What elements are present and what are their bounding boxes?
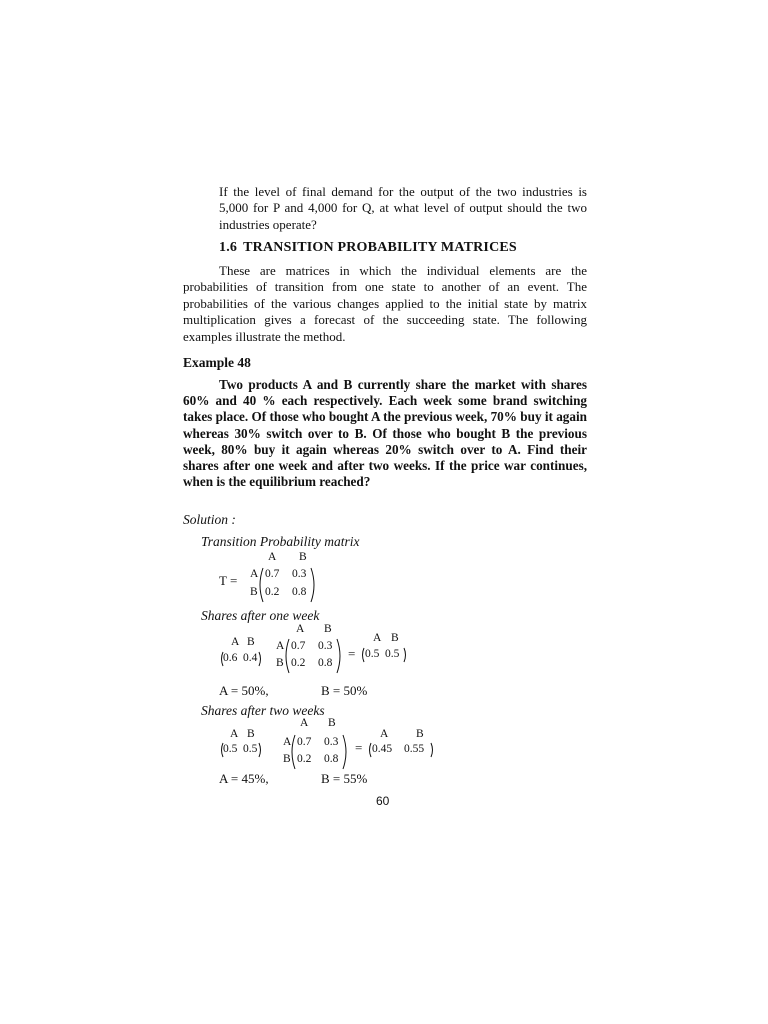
one-week-m21: 0.2 (291, 657, 306, 669)
two-weeks-m11: 0.7 (297, 736, 312, 748)
two-weeks-row-b: B (283, 753, 291, 765)
two-weeks-m21: 0.2 (297, 753, 312, 765)
matrix-col-a: A (268, 551, 277, 563)
one-week-vec-col-a: A (231, 636, 240, 648)
section-title: TRANSITION PROBABILITY MATRICES (243, 240, 517, 255)
matrix-row-a: A (250, 568, 259, 580)
two-weeks-m22: 0.8 (324, 753, 339, 765)
one-week-col-a: A (296, 623, 305, 635)
one-week-row-b: B (276, 657, 284, 669)
one-week-equals: = (348, 646, 356, 661)
matrix-m22: 0.8 (292, 586, 307, 598)
two-weeks-row-a: A (283, 736, 292, 748)
two-weeks-m12: 0.3 (324, 736, 339, 748)
one-week-m22: 0.8 (318, 657, 333, 669)
two-weeks-caption: Shares after two weeks (201, 703, 325, 718)
two-weeks-vec-col-a: A (230, 728, 239, 740)
one-week-vec-out-a: 0.5 (365, 648, 380, 660)
one-week-col-b: B (324, 623, 332, 635)
section-number: 1.6 (219, 240, 238, 255)
one-week-result-a: A = 50%, (219, 683, 269, 698)
matrix-lhs: T = (219, 573, 238, 588)
page-number: 60 (376, 794, 390, 808)
two-weeks-out-col-b: B (416, 728, 424, 740)
one-week-caption: Shares after one week (201, 608, 320, 623)
solution-label: Solution : (183, 512, 236, 527)
two-weeks-out-col-a: A (380, 728, 389, 740)
two-weeks-vec-in-b: 0.5 (243, 743, 258, 755)
two-weeks-result-b: B = 55% (321, 771, 368, 786)
two-weeks-vec-out-a: 0.45 (372, 743, 393, 755)
example-text: Two products A and B currently share the market with shares 60% and 40 % each respectively. Each week some brand switching takes place. Of those who bought A the previous week, 70% buy it again whereas 30% switch over to B. Of those who bought B the previous week, 80% buy it again whereas 20% switch over to A. Find their shares after one week and after two weeks. If the price war continues, when is the equilibrium reached? (183, 377, 587, 490)
example-title: Example 48 (183, 355, 251, 370)
two-weeks-equals: = (355, 740, 363, 755)
matrix-caption: Transition Probability matrix (201, 534, 360, 549)
two-weeks-result-a: A = 45%, (219, 771, 269, 786)
section-paragraph: These are matrices in which the individual elements are the probabilities of transition from one state to another of an event. The probabilities of the various changes applied to the initial state by matrix multiplication gives a forecast of the succeeding state. The following examples illustrate the method. (183, 263, 587, 344)
two-weeks-col-b: B (328, 717, 336, 729)
two-weeks-vec-out-b: 0.55 (404, 743, 425, 755)
one-week-vec-out-b: 0.5 (385, 648, 400, 660)
matrix-m21: 0.2 (265, 586, 280, 598)
matrix-m12: 0.3 (292, 568, 307, 580)
section-heading (219, 240, 623, 256)
matrix-row-b: B (250, 586, 258, 598)
one-week-out-col-a: A (373, 632, 382, 644)
two-weeks-vec-in-a: 0.5 (223, 743, 238, 755)
two-weeks-vec-col-b: B (247, 728, 255, 740)
one-week-out-col-b: B (391, 632, 399, 644)
one-week-result-b: B = 50% (321, 683, 368, 698)
matrix-col-b: B (299, 551, 307, 563)
one-week-vec-col-b: B (247, 636, 255, 648)
one-week-m11: 0.7 (291, 640, 306, 652)
one-week-vec-in-b: 0.4 (243, 652, 258, 664)
one-week-vec-in-a: 0.6 (223, 652, 238, 664)
one-week-row-a: A (276, 640, 285, 652)
intro-paragraph: If the level of final demand for the output of the two industries is 5,000 for P and 4,000 for Q, at what level of output should the two industries operate? (219, 184, 587, 232)
two-weeks-col-a: A (300, 717, 309, 729)
matrix-m11: 0.7 (265, 568, 280, 580)
one-week-m12: 0.3 (318, 640, 333, 652)
